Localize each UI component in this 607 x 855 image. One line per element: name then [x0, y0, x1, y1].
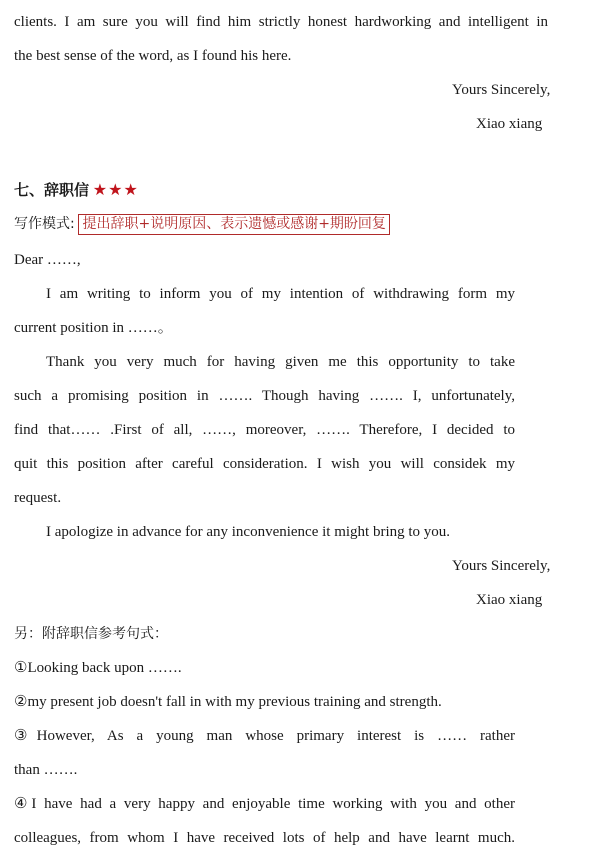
closing-text: Yours Sincerely, — [452, 82, 551, 98]
reference-sentence: ②my present job doesn't fall in with my previous training and strength. — [14, 694, 442, 710]
reference-title: 另：附辞职信参考句式： — [14, 626, 168, 642]
star-rating-icon: ★★★ — [92, 182, 139, 199]
text-line: find that…… .First of all, ……, moreover, ……. Therefore, I decided to — [14, 422, 515, 438]
reference-sentence: than ……. — [14, 762, 78, 778]
writing-mode-box: 提出辞职+说明原因、表示遗憾或感谢+期盼回复 — [78, 214, 389, 235]
reference-sentence: ①Looking back upon ……. — [14, 660, 182, 676]
text-line: the best sense of the word, as I found his here. — [14, 48, 292, 64]
reference-sentence: ③However, As a young man whose primary interest is …… rather — [14, 728, 515, 744]
section-title: 七、辞职信 — [14, 181, 90, 199]
text-line: such a promising position in ……. Though having ……. I, unfortunately, — [14, 388, 515, 404]
text-line: quit this position after careful consideration. I wish you will considek my — [14, 456, 515, 472]
writing-mode-row — [14, 214, 390, 235]
text-line: I apologize in advance for any inconvenience it might bring to you. — [46, 524, 451, 540]
text-line: I am writing to inform you of my intention of withdrawing form my — [46, 286, 515, 302]
text-line: Thank you very much for having given me this opportunity to take — [46, 354, 515, 370]
text-line: current position in ……。 — [14, 320, 173, 336]
reference-sentence: ④I have had a very happy and enjoyable time working with you and other — [14, 796, 515, 812]
text-line: request. — [14, 490, 62, 506]
closing-text: Yours Sincerely, — [452, 558, 551, 574]
writing-mode-label: 写作模式: — [14, 216, 75, 232]
signature-text: Xiao xiang — [476, 116, 543, 132]
signature-text: Xiao xiang — [476, 592, 543, 608]
reference-sentence: colleagues, from whom I have received lots of help and have learnt much. — [14, 830, 515, 846]
text-line: clients. I am sure you will find him strictly honest hardworking and intelligent in — [14, 14, 548, 30]
section-heading — [14, 180, 139, 201]
letter-greeting: Dear ……, — [14, 252, 81, 268]
